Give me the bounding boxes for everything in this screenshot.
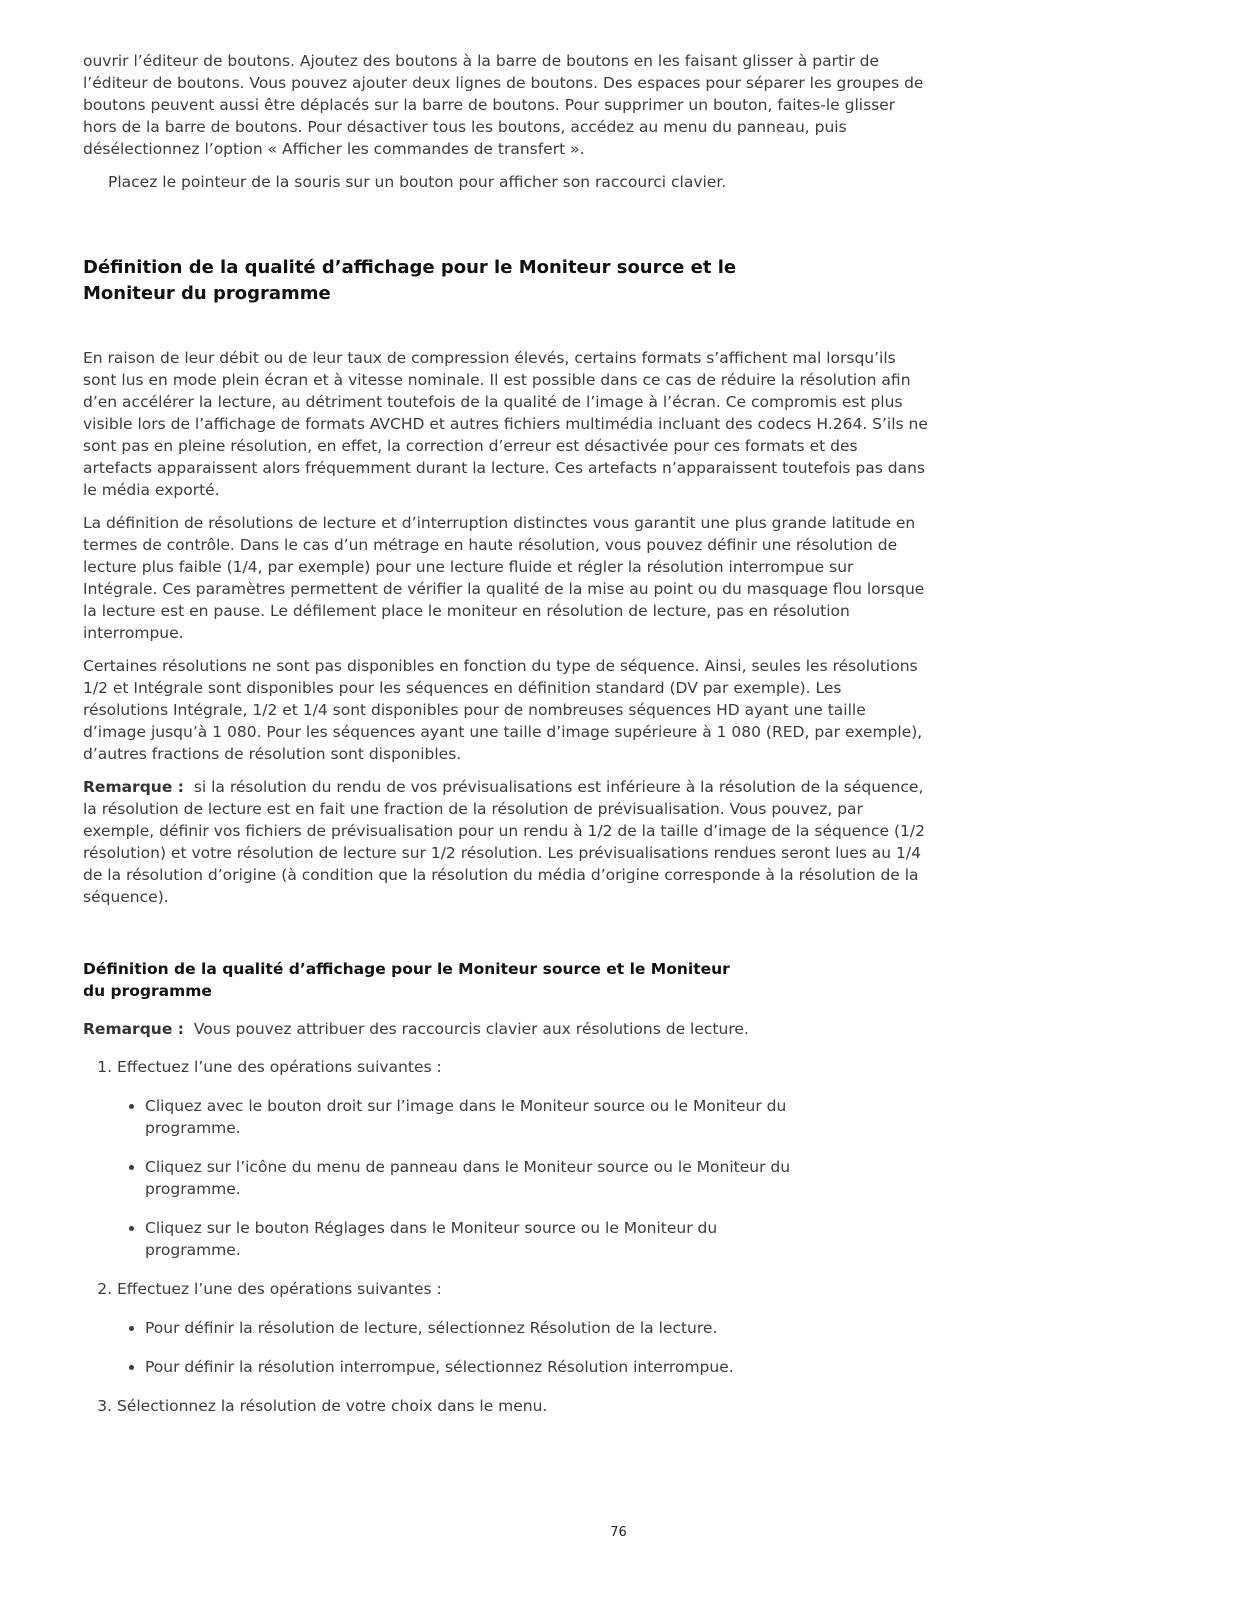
intro-paragraph: ouvrir l’éditeur de boutons. Ajoutez des boutons à la barre de boutons en les faisant glisser à partir de l’éditeur de boutons. Vous pouvez ajouter deux lignes de boutons. Des espaces pour séparer les groupes de boutons peuvent aussi être déplacés sur la barre de boutons. Pour supprimer un bouton, faites-le glisser hors de la barre de boutons. Pour désactiver tous les boutons, accédez au menu du panneau, puis désélectionnez l’option « Afficher les commandes de transfert ». bbox=[83, 52, 924, 158]
option-item: • Pour définir la résolution interrompue, sélectionnez Résolution interrompue. bbox=[145, 1356, 795, 1378]
section-body bbox=[83, 347, 931, 908]
remark-note bbox=[83, 1018, 931, 1040]
step-text: Effectuez l’une des opérations suivantes : bbox=[117, 1280, 442, 1298]
remark-text: si la résolution du rendu de vos prévisualisations est inférieure à la résolution de la séquence, la résolution de lecture est en fait une fraction de la résolution de prévisualisation. Vous pouvez, par exemple, définir vos fichiers de prévisualisation pour un rendu à 1/2 de la taille d’image de la séquence (1/2 résolution) et votre résolution de lecture sur 1/2 résolution. Les prévisualisations rendues seront lues au 1/4 de la résolution d’origine (à condition que la résolution du média d’origine corresponde à la résolution de la séquence). bbox=[83, 778, 925, 906]
option-item: • Pour définir la résolution de lecture, sélectionnez Résolution de la lecture. bbox=[145, 1317, 795, 1339]
body-paragraph: En raison de leur débit ou de leur taux de compression élevés, certains formats s’affichent mal lorsqu’ils sont lus en mode plein écran et à vitesse nominale. Il est possible dans ce cas de réduire la résolution afin d’en accélérer la lecture, au détriment toutefois de la qualité de l’image à l’écran. Ce compromis est plus visible lors de l’affichage de formats AVCHD et autres fichiers multimédia incluant des codecs H.264. S’ils ne sont pas en pleine résolution, en effet, la correction d’erreur est désactivée pour ces formats et des artefacts apparaissent alors fréquemment durant la lecture. Ces artefacts n’apparaissent toutefois pas dans le média exporté. bbox=[83, 349, 928, 499]
steps-list bbox=[83, 1056, 931, 1417]
step-item bbox=[117, 1056, 931, 1261]
remark-label: Remarque : bbox=[83, 1020, 184, 1038]
document-page bbox=[83, 50, 931, 1434]
tip-paragraph: Placez le pointeur de la souris sur un bouton pour afficher son raccourci clavier. bbox=[108, 173, 727, 191]
option-item: • Cliquez sur le bouton Réglages dans le Moniteur source ou le Moniteur du programme. bbox=[145, 1217, 795, 1261]
subsection-heading: Définition de la qualité d’affichage pour le Moniteur source et le Moniteur du programme bbox=[83, 960, 730, 1000]
step-text: Effectuez l’une des opérations suivantes : bbox=[117, 1058, 442, 1076]
option-item: • Cliquez avec le bouton droit sur l’image dans le Moniteur source ou le Moniteur du programme. bbox=[145, 1095, 795, 1139]
step-text: Sélectionnez la résolution de votre choix dans le menu. bbox=[117, 1397, 548, 1415]
option-item: • Cliquez sur l’icône du menu de panneau dans le Moniteur source ou le Moniteur du programme. bbox=[145, 1156, 795, 1200]
options-list bbox=[117, 1095, 931, 1261]
section-heading: Définition de la qualité d’affichage pour le Moniteur source et le Moniteur du programme bbox=[83, 257, 737, 304]
step-item bbox=[117, 1395, 931, 1417]
body-paragraph: Certaines résolutions ne sont pas disponibles en fonction du type de séquence. Ainsi, seules les résolutions 1/2 et Intégrale sont disponibles pour les séquences en définition standard (DV par exemple). Les résolutions Intégrale, 1/2 et 1/4 sont disponibles pour de nombreuses séquences HD ayant une taille d’image jusqu’à 1 080. Pour les séquences ayant une taille d’image supérieure à 1 080 (RED, par exemple), d’autres fractions de résolution sont disponibles. bbox=[83, 657, 923, 763]
remark-label: Remarque : bbox=[83, 778, 184, 796]
step-item bbox=[117, 1278, 931, 1378]
page-number: 76 bbox=[610, 1525, 627, 1540]
remark-note bbox=[83, 776, 931, 908]
options-list bbox=[117, 1317, 931, 1378]
body-paragraph: La définition de résolutions de lecture et d’interruption distinctes vous garantit une plus grande latitude en termes de contrôle. Dans le cas d’un métrage en haute résolution, vous pouvez définir une résolution de lecture plus faible (1/4, par exemple) pour une lecture fluide et régler la résolution interrompue sur Intégrale. Ces paramètres permettent de vérifier la qualité de la mise au point ou du masquage flou lorsque la lecture est en pause. Le défilement place le moniteur en résolution de lecture, pas en résolution interrompue. bbox=[83, 514, 925, 642]
remark-text: Vous pouvez attribuer des raccourcis clavier aux résolutions de lecture. bbox=[193, 1020, 749, 1038]
